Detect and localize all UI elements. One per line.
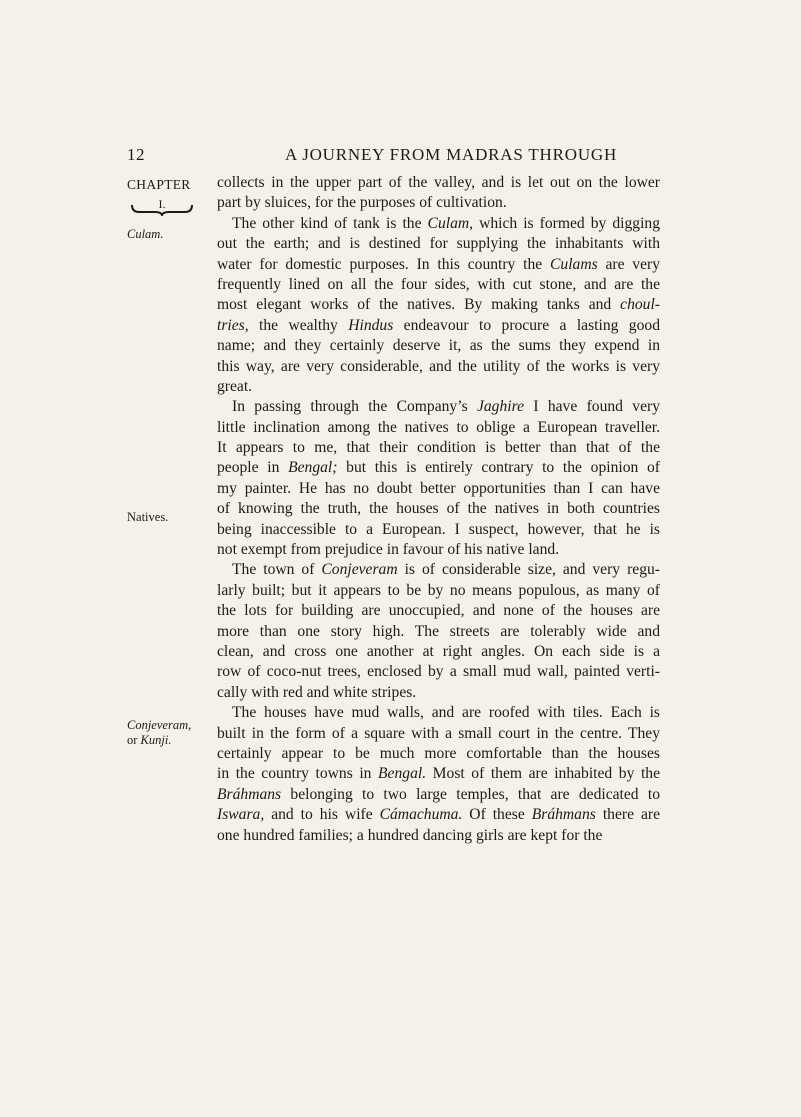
chapter-number: I. <box>158 197 166 211</box>
italic-text: Conjeveram <box>321 561 398 579</box>
text-segment: part by sluices, for the purposes of cultivation. <box>217 194 507 212</box>
text-line <box>217 540 660 560</box>
italic-text: Iswara, <box>217 806 265 824</box>
italic-text: Culams <box>550 255 598 273</box>
text-segment: little inclination among the natives to oblige a European traveller. <box>217 418 660 436</box>
body-text <box>217 173 660 846</box>
text-segment: and to his wife <box>264 806 380 824</box>
margin-note-kunji: Kunji. <box>140 733 172 747</box>
text-segment: most elegant works of the natives. By making tanks and <box>217 296 621 314</box>
text-line <box>217 662 660 682</box>
text-segment: The town of <box>232 561 322 579</box>
text-segment: built in the form of a square with a small court in the centre. They <box>217 724 660 742</box>
text-line <box>217 499 660 519</box>
text-line <box>217 418 660 438</box>
text-line <box>217 336 660 356</box>
text-segment: larly built; but it appears to be by no means populous, as many of <box>217 581 660 599</box>
margin-note-conjeveram <box>127 718 207 748</box>
text-line <box>217 581 660 601</box>
text-line <box>217 683 660 703</box>
chapter-label: CHAPTER <box>127 177 191 192</box>
text-segment: is of considerable size, and very regu- <box>397 561 660 579</box>
italic-text: Hindus <box>348 316 394 334</box>
text-segment: more than one story high. The streets are tolerably wide and <box>217 622 660 640</box>
text-segment: which is formed by digging <box>473 214 660 232</box>
text-segment: cally with red and white stripes. <box>217 683 417 701</box>
text-segment: It appears to me, that their condition is better than that of the <box>217 439 660 457</box>
margin-note-conjeveram-line1: Conjeveram, <box>127 718 192 732</box>
text-segment: in the country towns in <box>217 765 379 783</box>
italic-text: Bráhmans <box>217 785 282 803</box>
text-line <box>217 275 660 295</box>
text-line <box>217 173 660 193</box>
text-segment: out the earth; and is destined for supplying the inhabitants with <box>217 235 660 253</box>
text-segment: The other kind of tank is the <box>232 214 428 232</box>
text-line <box>217 520 660 540</box>
text-segment: Of these <box>462 806 532 824</box>
text-line <box>217 703 660 723</box>
text-segment: of knowing the truth, the houses of the natives in both countries <box>217 500 660 518</box>
text-line <box>217 377 660 397</box>
text-line <box>217 316 660 336</box>
text-line <box>217 458 660 478</box>
italic-text: Jaghire <box>476 398 525 416</box>
text-segment: people in <box>217 459 289 477</box>
text-segment: not exempt from prejudice in favour of his native land. <box>217 541 560 559</box>
text-line <box>217 560 660 580</box>
text-line <box>217 438 660 458</box>
text-segment: being inaccessible to a European. I suspect, however, that he is <box>217 520 660 538</box>
text-segment: In passing through the Company’s <box>232 398 477 416</box>
margin-note-conjeveram-or: or <box>127 733 141 747</box>
text-line <box>217 397 660 417</box>
text-line <box>217 601 660 621</box>
text-segment: clean, and cross one another at right angles. On each side is a <box>217 642 660 660</box>
text-segment: collects in the upper part of the valley, and is let out on the lower <box>217 174 660 191</box>
margin-note-natives: Natives. <box>127 510 169 524</box>
text-segment: water for domestic purposes. In this country the <box>217 255 550 273</box>
text-segment: are very <box>597 255 660 273</box>
italic-text: Bengal; <box>288 459 338 477</box>
page-header <box>127 145 653 169</box>
text-segment: endeavour to procure a lasting good <box>393 316 660 334</box>
text-segment: name; and they certainly deserve it, as the sums they expend in <box>217 337 660 355</box>
text-line <box>217 479 660 499</box>
italic-text: Culam, <box>427 214 474 232</box>
text-line <box>217 193 660 213</box>
text-segment: the wealthy <box>248 316 349 334</box>
text-segment: great. <box>217 377 253 395</box>
text-line <box>217 234 660 254</box>
text-line <box>217 724 660 744</box>
text-line <box>217 622 660 642</box>
text-segment: Most of them are inhabited by the <box>426 765 660 783</box>
page-number: 12 <box>127 145 145 164</box>
text-segment: there are <box>595 806 660 824</box>
text-segment: the lots for building are unoccupied, and none of the houses are <box>217 602 660 620</box>
text-segment: one hundred families; a hundred dancing girls are kept for the <box>217 826 603 844</box>
text-segment: I have found very <box>524 398 660 416</box>
text-line <box>217 357 660 377</box>
text-segment: The houses have mud walls, and are roofed with tiles. Each is <box>232 704 660 722</box>
text-segment: but this is entirely contrary to the opinion of <box>337 459 660 477</box>
text-line <box>217 764 660 784</box>
text-line <box>217 785 660 805</box>
text-line <box>217 214 660 234</box>
text-segment: row of coco-nut trees, enclosed by a small mud wall, painted verti- <box>217 663 660 681</box>
text-line <box>217 255 660 275</box>
italic-text: choul- <box>620 296 660 314</box>
italic-text: Bengal. <box>378 765 427 783</box>
text-line <box>217 805 660 825</box>
text-segment: frequently lined on all the four sides, with cut stone, and are the <box>217 275 660 293</box>
chapter-brace-icon <box>131 204 193 216</box>
text-line <box>217 826 660 846</box>
text-line <box>217 642 660 662</box>
text-segment: my painter. He has no doubt better opportunities than I can have <box>217 479 660 497</box>
text-line <box>217 295 660 315</box>
text-segment: certainly appear to be much more comfortable than the houses <box>217 744 660 762</box>
running-head: A JOURNEY FROM MADRAS THROUGH <box>285 145 618 164</box>
text-segment: this way, are very considerable, and the utility of the works is very <box>217 357 660 375</box>
margin-note-culam: Culam. <box>127 227 164 241</box>
text-segment: belonging to two large temples, that are dedicated to <box>281 785 660 803</box>
text-line <box>217 744 660 764</box>
italic-text: tries, <box>217 316 249 334</box>
italic-text: Cámachuma. <box>379 806 463 824</box>
italic-text: Bráhmans <box>531 806 596 824</box>
